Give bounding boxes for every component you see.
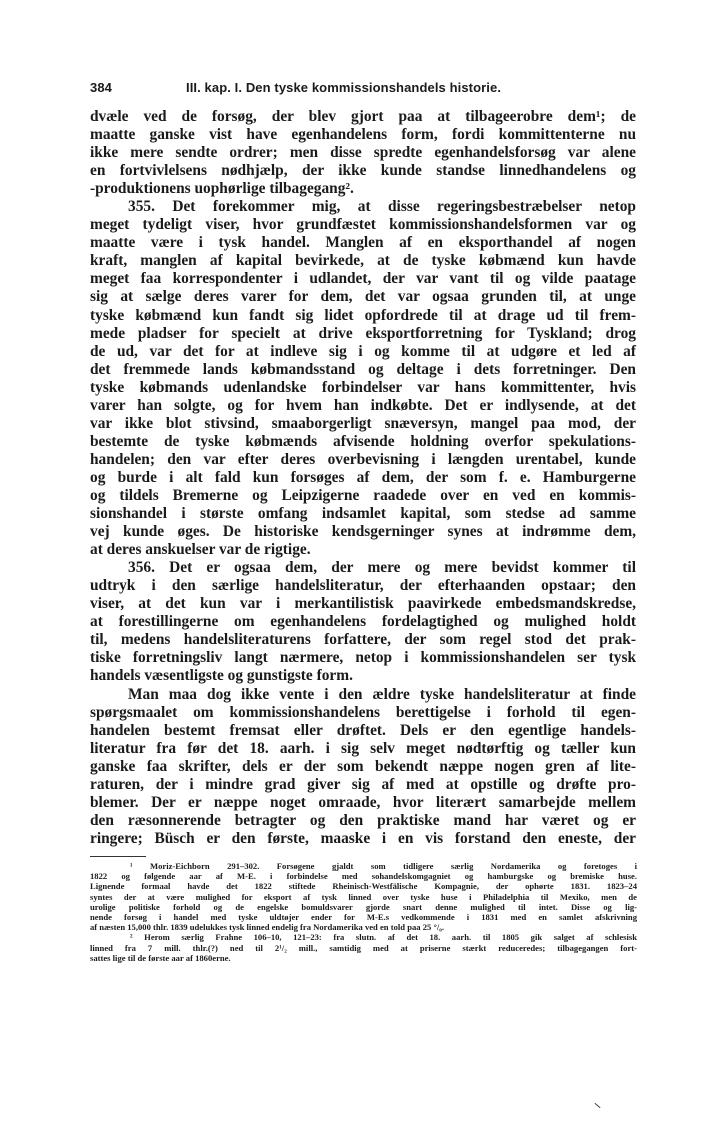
footnote-line: 1822 og følgende aar af M-E. i forbindelse med sohandelskomgagniet og hamburgske og bremiske huse. (90, 871, 637, 882)
footnote-line: Lignende formaal havde det 1822 stiftede Rheinisch-Westfälische Kompagnie, der ophørte 1831. 1823–24 (90, 881, 637, 892)
text-line: tyske købmands udenlandske forbindelser var hans kommittenter, hvis (90, 378, 636, 396)
footnote-line: sattes lige til de første aar af 1860erne. (90, 952, 231, 963)
text-line: at forestillingerne om egenhandelens fordelagtighed og mulighed holdt (90, 613, 636, 631)
text-line: vej kunde øges. De historiske kendsgerninger synes at indrømme dem, (90, 523, 636, 541)
footnote-line: linned fra 7 mill. thlr.(?) ned til 2¹/₂ mill., samtidig med at priserne stærkt reduceredes; tilbagegangen fort- (90, 942, 637, 953)
text-line: meget tydeligt viser, hvor grundfæstet kommissionshandelsformen var og (90, 216, 636, 234)
text-line: til, medens handelsliteraturens forfattere, der som regel stod det prak- (90, 631, 636, 649)
text-line: handelen bestemt fremsat eller drøftet. Dels er den egentlige handels- (90, 721, 636, 739)
text-line: Man maa dog ikke vente i den ældre tyske handelsliteratur at finde (128, 685, 636, 703)
text-line: bestemte de tyske købmænds afvisende holdning overfor spekulations- (90, 432, 636, 450)
text-line: dvæle ved de forsøg, der blev gjort paa at tilbageerobre dem¹; de (90, 108, 636, 125)
text-line: den ræsonnerende betragter og den praktiske mand har været og er (90, 811, 636, 829)
text-line: sig at sælge deres varer for dem, det var ogsaa grunden til, at unge (90, 288, 636, 306)
text-line: 356. Det er ogsaa dem, der mere og mere bevidst kommer til (128, 559, 636, 577)
text-line: og tildels Bremerne og Leipzigerne raadede over en ved en kommis- (90, 486, 636, 504)
text-line: raturen, der i mindre grad giver sig af med at opstille og drøfte pro- (90, 775, 636, 793)
page-number: 384 (90, 80, 112, 95)
text-line: viser, at det kun var i merkantilistisk paavirkede embedsmandskredse, (90, 595, 636, 613)
page-header (90, 80, 635, 100)
text-line: ikke mere sendte ordrer; men disse spredte egenhandelsforsøg var alene (90, 144, 636, 162)
text-line: meget faa korrespondenter i udlandet, der var vant til og vilde paatage (90, 270, 636, 288)
text-line: sionshandel i største omfang indsamlet kapital, som stedse ad samme (90, 505, 636, 523)
main-text (90, 108, 636, 848)
text-line: de ud, var det for at indleve sig i og komme til at udgøre et led af (90, 342, 636, 360)
text-line: ganske faa skrifter, dels er der som bekendt næppe nogen gren af lite- (90, 757, 636, 775)
text-line: maatte være i tysk handel. Manglen af en eksporthandel af nogen (90, 234, 636, 252)
text-line: tyske købmænd kun fandt sig lidet opfordrede til at drage ud til frem- (90, 306, 636, 324)
text-line: at deres anskuelser var de rigtige. (90, 541, 311, 559)
footnote-line: ¹ Moriz-Eichborn 291–302. Forsøgene gjaldt som tidligere særlig Nordamerika og foretoges i (130, 861, 637, 871)
text-line: og burde i alt fald kun forsøges af dem, der som f. e. Hamburgerne (90, 468, 636, 486)
footnote-line: af næsten 15,000 thlr. 1839 udelukkes tysk linned endelig fra Nordamerika ved en told paa 25 °/₀. (90, 922, 445, 933)
text-line: spørgsmaalet om kommissionshandelens berettigelse i forhold til egen- (90, 703, 636, 721)
footnotes (90, 861, 637, 963)
text-line: 355. Det forekommer mig, at disse regeringsbestræbelser netop (128, 198, 636, 216)
text-line: literatur fra før det 18. aarh. i sig selv meget nødtørftig og tæller kun (90, 739, 636, 757)
text-line: -produktionens uophørlige tilbagegang². (90, 180, 354, 198)
text-line: handels væsentligste og gunstigste form. (90, 667, 353, 685)
footnote-divider (90, 856, 146, 857)
text-line: en fortvivlelsens nødhjælp, der ikke kunde standse linnedhandelens og (90, 162, 636, 180)
text-line: tiske forretningsliv langt nærmere, netop i kommissionshandelen ser tysk (90, 649, 636, 667)
text-line: ringere; Büsch er den første, maaske i en vis forstand den eneste, der (90, 829, 636, 847)
text-line: det fremmede lands købmandsstand og deltage i dets forretninger. Den (90, 360, 636, 378)
running-title: III. kap. I. Den tyske kommissionshandels historie. (186, 80, 502, 95)
footnote-line: syntes der at være mulighed for eksport af tysk linned over tyske huse i Philadelphia til Mexiko, men de (90, 891, 637, 902)
footnote-line: nende forsøg i handel med tyske uldtøjer ender for M-E.s vedkommende i 1831 med en samlet afskrivning (90, 911, 637, 922)
text-line: mede pladser for specielt at drive eksportforretning for Tyskland; drog (90, 324, 636, 342)
text-line: blemer. Der er næppe noget omraade, hvor literært samarbejde mellem (90, 793, 636, 811)
text-line: handelen; den var efter deres overbevisning i længden urentabel, kunde (90, 450, 636, 468)
footnote-line: ² Herom særlig Frahne 106–10, 121–23: fra slutn. af det 18. aarh. til 1805 gik salget af schlesisk (130, 932, 637, 943)
text-line: kraft, manglen af kapital bevirkede, at de tyske købmænd kun havde (90, 252, 636, 270)
footnote-line: urolige politiske forhold og de engelske bomuldsvarer gjorde snart denne mulighed til intet. Disse og lig- (90, 901, 637, 912)
text-line: maatte ganske vist have egenhandelens form, fordi kommittenterne nu (90, 126, 636, 144)
text-line: var ikke blot stivsind, smaaborgerligt snæversyn, mangel paa mod, der (90, 414, 636, 432)
text-line: varer han solgte, og for hvem han indkøbte. Det er indlysende, at det (90, 396, 636, 414)
stray-mark (594, 1103, 600, 1108)
text-line: udtryk i den særlige handelsliteratur, der efterhaanden opstaar; den (90, 577, 636, 595)
